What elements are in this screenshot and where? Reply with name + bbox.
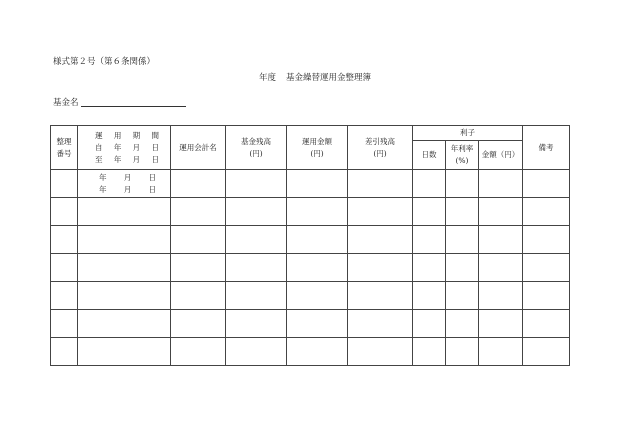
header-days: 日数 [413, 141, 446, 170]
header-remarks: 備考 [523, 126, 570, 170]
table-cell[interactable] [446, 226, 479, 254]
table-cell[interactable] [413, 226, 446, 254]
table-cell[interactable] [171, 282, 226, 310]
table-cell[interactable] [171, 254, 226, 282]
table-cell[interactable] [51, 338, 78, 366]
table-cell[interactable] [287, 310, 348, 338]
table-cell[interactable] [51, 282, 78, 310]
table-cell[interactable] [51, 254, 78, 282]
fiscal-year-label: 年度 [258, 73, 276, 83]
table-cell[interactable] [171, 338, 226, 366]
ledger-table [50, 125, 570, 366]
fund-name-label: 基金名 [53, 98, 79, 108]
table-cell[interactable] [446, 198, 479, 226]
table-cell[interactable] [348, 170, 413, 198]
table-cell[interactable] [226, 254, 287, 282]
header-operation-amount: 運用金額 (円) [287, 126, 348, 170]
table-cell[interactable] [287, 198, 348, 226]
table-cell[interactable] [523, 198, 570, 226]
table-row [51, 310, 570, 338]
table-cell[interactable] [446, 282, 479, 310]
table-cell[interactable] [348, 338, 413, 366]
table-cell[interactable] [287, 170, 348, 198]
table-cell[interactable] [413, 338, 446, 366]
table-cell[interactable] [171, 226, 226, 254]
table-cell[interactable] [78, 310, 171, 338]
table-cell[interactable] [287, 226, 348, 254]
table-cell[interactable] [479, 338, 523, 366]
table-cell[interactable] [51, 198, 78, 226]
table-cell[interactable] [51, 310, 78, 338]
table-cell[interactable] [523, 310, 570, 338]
table-cell[interactable] [523, 254, 570, 282]
table-cell[interactable] [226, 338, 287, 366]
header-interest-amount: 金額（円） [479, 141, 523, 170]
table-cell[interactable] [171, 310, 226, 338]
header-interest: 利子 [413, 126, 523, 141]
table-cell[interactable] [287, 338, 348, 366]
table-cell[interactable] [523, 170, 570, 198]
document-title [0, 71, 630, 83]
header-period: 運 用 期 間 自 年 月 日 至 年 月 日 [78, 126, 171, 170]
table-cell[interactable] [479, 170, 523, 198]
table-cell[interactable] [226, 198, 287, 226]
table-cell[interactable] [413, 282, 446, 310]
table-cell[interactable] [479, 282, 523, 310]
header-net-balance: 差引残高 (円) [348, 126, 413, 170]
table-cell[interactable] [78, 226, 171, 254]
table-cell[interactable] [446, 338, 479, 366]
table-cell[interactable] [413, 198, 446, 226]
table-cell[interactable] [523, 282, 570, 310]
header-annual-rate: 年利率 (%) [446, 141, 479, 170]
period-date-cell[interactable]: 年 月 日 年 月 日 [78, 170, 171, 198]
table-row [51, 226, 570, 254]
table-cell[interactable] [348, 226, 413, 254]
table-row [51, 282, 570, 310]
table-cell[interactable] [171, 170, 226, 198]
table-row [51, 254, 570, 282]
table-cell[interactable] [523, 338, 570, 366]
table-cell[interactable] [226, 310, 287, 338]
table-cell[interactable] [413, 254, 446, 282]
table-cell[interactable] [479, 254, 523, 282]
table-cell[interactable] [348, 282, 413, 310]
table-cell[interactable] [78, 254, 171, 282]
header-fund-balance: 基金残高 (円) [226, 126, 287, 170]
table-cell[interactable] [287, 282, 348, 310]
table-cell[interactable] [348, 254, 413, 282]
table-cell[interactable] [479, 310, 523, 338]
table-cell[interactable] [287, 254, 348, 282]
ledger-title: 基金繰替運用金整理簿 [286, 73, 372, 83]
form-number: 様式第２号（第６条関係） [53, 57, 156, 67]
table-row [51, 170, 570, 198]
table-cell[interactable] [78, 282, 171, 310]
table-cell[interactable] [226, 282, 287, 310]
table-cell[interactable] [348, 198, 413, 226]
header-row-1 [51, 126, 570, 141]
table-cell[interactable] [226, 226, 287, 254]
table-cell[interactable] [348, 310, 413, 338]
table-cell[interactable] [479, 198, 523, 226]
table-cell[interactable] [523, 226, 570, 254]
table-cell[interactable] [479, 226, 523, 254]
header-serial-no: 整理 番号 [51, 126, 78, 170]
table-cell[interactable] [226, 170, 287, 198]
table-cell[interactable] [446, 170, 479, 198]
table-row [51, 198, 570, 226]
table-cell[interactable] [413, 310, 446, 338]
header-account: 運用会計名 [171, 126, 226, 170]
table-cell[interactable] [446, 310, 479, 338]
table-row [51, 338, 570, 366]
table-cell[interactable] [78, 338, 171, 366]
table-cell[interactable] [51, 226, 78, 254]
table-cell[interactable] [446, 254, 479, 282]
fund-name-underline [81, 96, 186, 107]
fund-name-field [53, 96, 186, 108]
table-cell[interactable] [171, 198, 226, 226]
table-cell[interactable] [51, 170, 78, 198]
table-cell[interactable] [78, 198, 171, 226]
table-cell[interactable] [413, 170, 446, 198]
